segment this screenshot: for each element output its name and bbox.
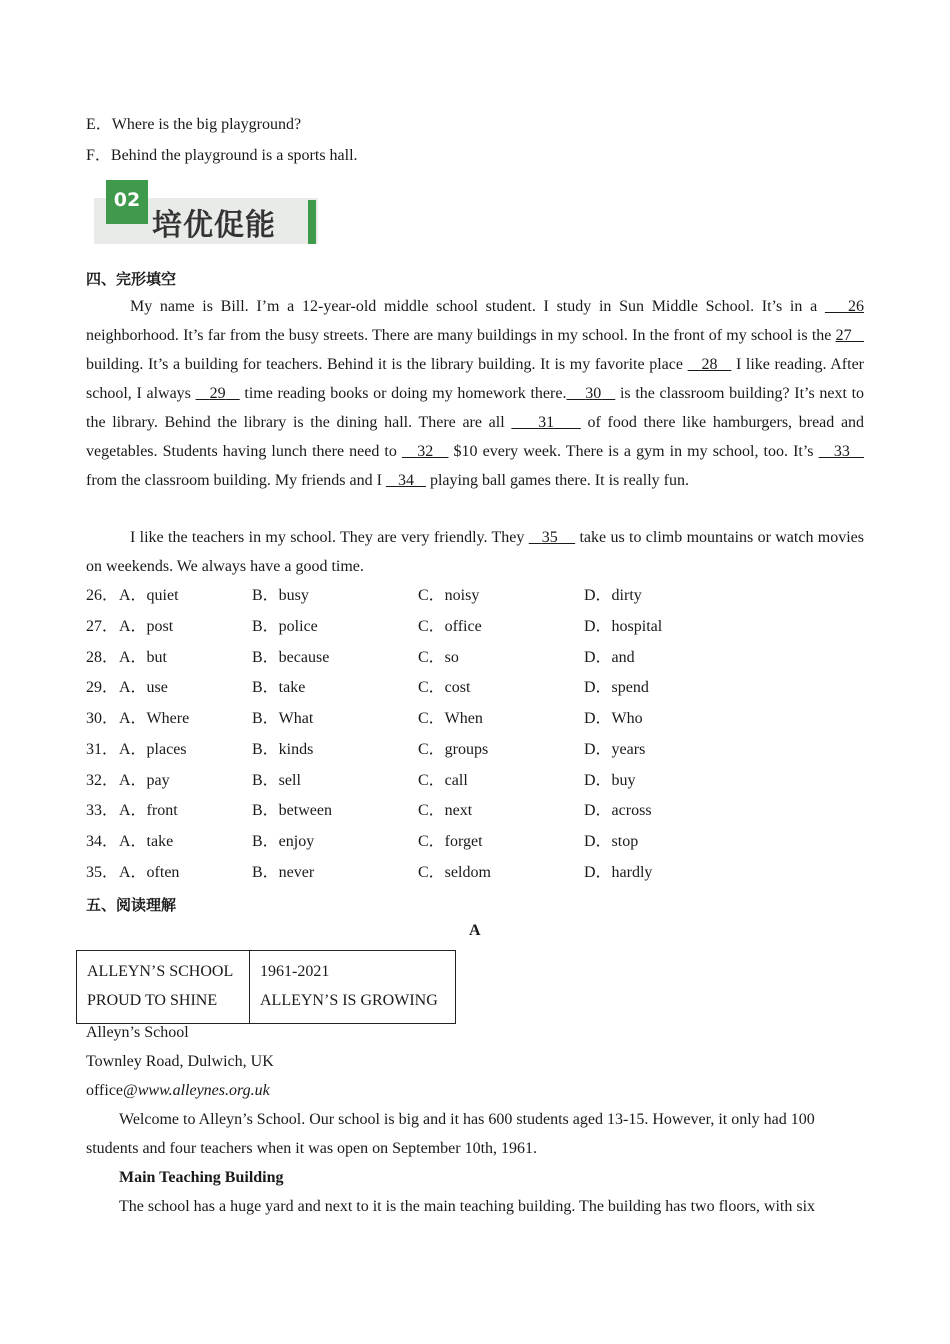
blank-28: 28 [701, 356, 718, 373]
badge-number: 02 [106, 180, 148, 224]
blank-34: 34 [397, 472, 414, 489]
subheading-main-building: Main Teaching Building [119, 1169, 284, 1186]
blank-31: 31 [538, 414, 555, 431]
banner-left-cell: ALLEYN’S SCHOOL PROUD TO SHINE [77, 951, 250, 1024]
blank-30: 30 [585, 385, 602, 402]
section-title-reading: 五、阅读理解 [86, 896, 177, 914]
blank-35: 35 [541, 529, 558, 546]
blank-32: 32 [417, 443, 434, 460]
banner-right-cell: 1961-2021 ALLEYN’S IS GROWING [250, 951, 456, 1024]
welcome-paragraph: Welcome to Alleyn’s School. Our school is big and it has 600 students aged 13-15. However, it only had 100 students and four teachers when it was open on September 10th, 1961. [86, 1111, 815, 1157]
section-badge [94, 180, 320, 246]
blank-33: 33 [833, 443, 850, 460]
blank-27: 27 [835, 327, 852, 344]
option-e: E．Where is the big playground? [86, 116, 302, 133]
cloze-paragraph-1: My name is Bill. I’m a 12-year-old middle school student. I study in Sun Middle School. It’s in a 26 neighborhood. It’s far from the busy streets. There are many buildings in my school. In the front of my school is the 27 building. It’s a building for teachers. Behind it is the library building. It is my favorite place 28 I like reading. After school, I always 29 time reading books or doing my homework there. 30 is the classroom building? It’s next to the library. Behind the library is the dining hall. There are all 31 of food there like hamburgers, bread and vegetables. Students having lunch there need to 32 $10 every week. There is a gym in my school, too. It’s 33 from the classroom building. My friends and I 34 playing ball games there. It is really fun. [86, 298, 865, 489]
section-title-cloze: 四、完形填空 [86, 270, 177, 288]
badge-bar [308, 200, 316, 244]
option-f: F．Behind the playground is a sports hall. [86, 147, 358, 164]
cloze-paragraph-2: I like the teachers in my school. They are very friendly. They 35 take us to climb mountains or watch movies on weekends. We always have a good time. [86, 529, 865, 575]
blank-29: 29 [209, 385, 226, 402]
blank-26: 26 [848, 298, 865, 315]
address-line-2: Townley Road, Dulwich, UK [86, 1053, 274, 1070]
passage-label: A [469, 922, 481, 939]
address-line-1: Alleyn’s School [86, 1024, 189, 1041]
main-building-paragraph: The school has a huge yard and next to it is the main teaching building. The building has two floors, with six [119, 1198, 816, 1215]
contact-email[interactable]: office@www.alleynes.org.uk [86, 1082, 270, 1099]
badge-title: 培优促能 [152, 208, 276, 243]
school-banner-table [76, 950, 456, 1024]
